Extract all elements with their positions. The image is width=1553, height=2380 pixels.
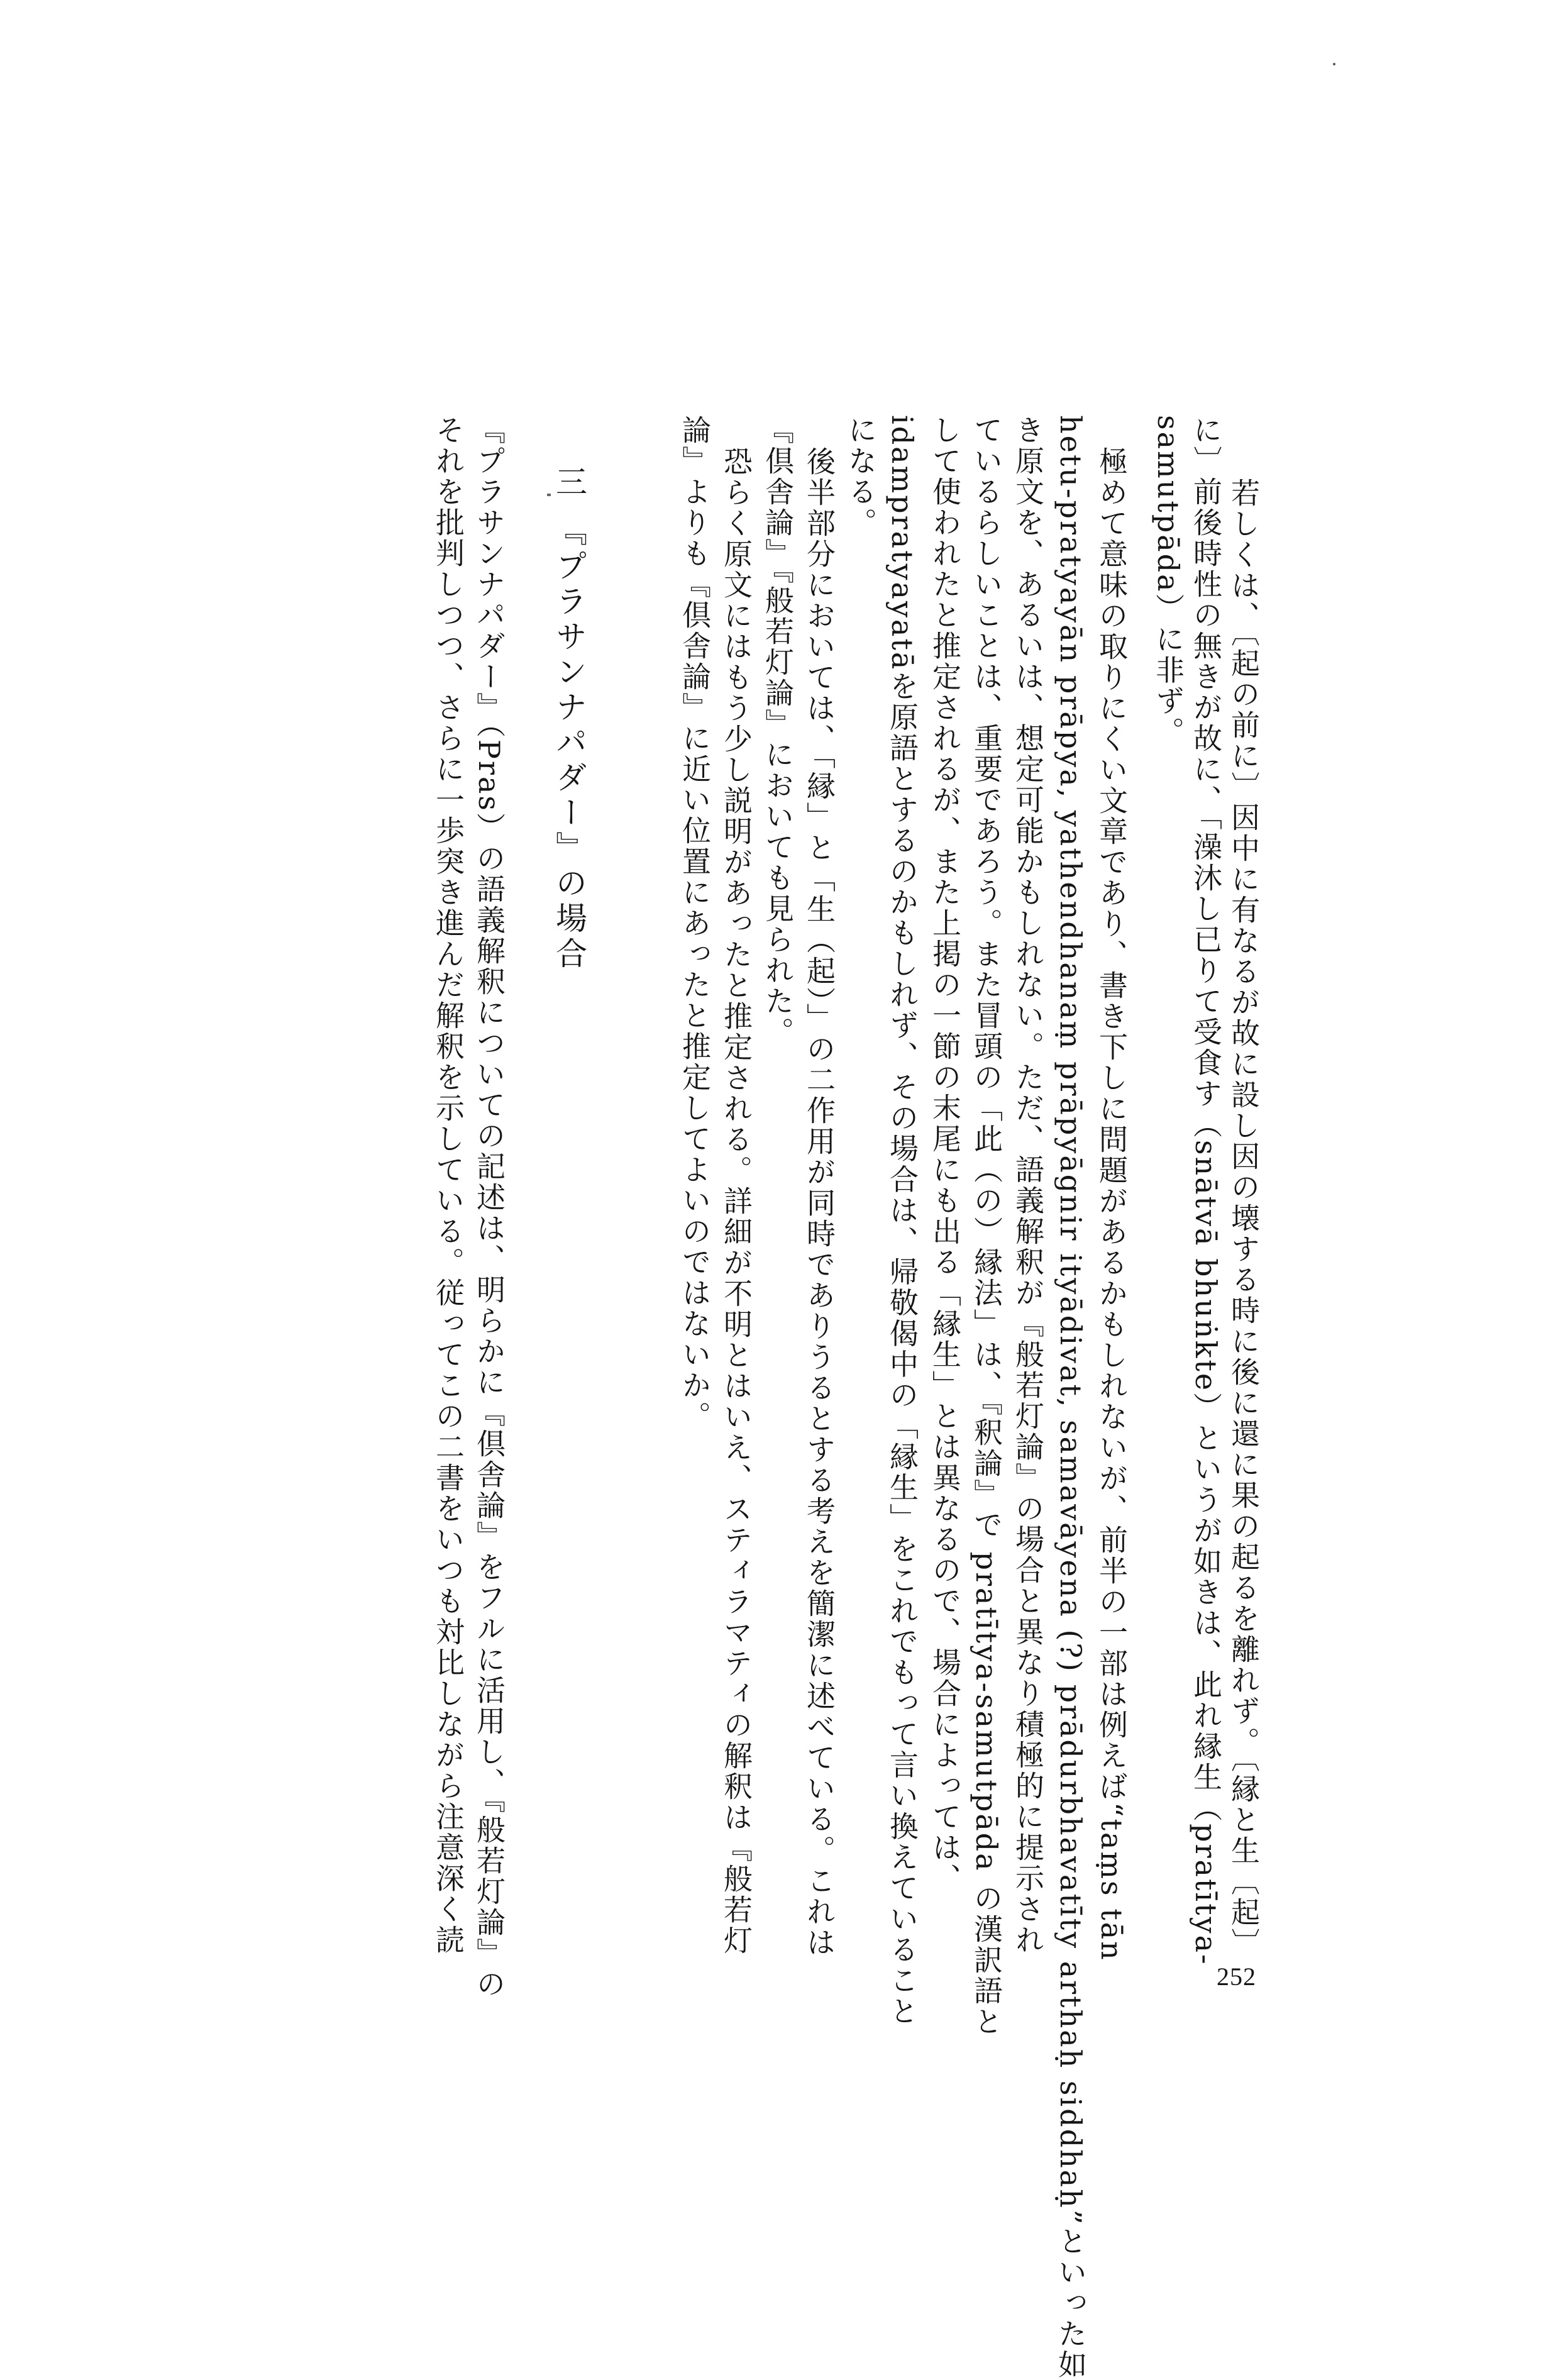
text-column-6: き原文を、あるいは、想定可能かもしれない。ただ、語義解釈が『般若灯論』の場合と異なり積極的に提示され [1011,415,1045,1956]
page-number: 252 [1217,1962,1256,1991]
text-column-12: 『倶舎論』『般若灯論』においても見られた。 [761,415,795,1048]
text-column-8: して使われたと推定されるが、また上掲の一節の末尾にも出る「縁生」とは異なるので、場合によっては、 [928,415,962,1894]
text-column-3: samutpāda）に非ず。 [1151,415,1185,748]
text-column-1: 若しくは、〔起の前に〕因中に有なるが故に設し因の壊する時に後に還に果の起るを離れず。〔縁と生〔起〕 [1227,478,1261,1959]
text-column-17: それを批判しつつ、さらに一歩突き進んだ解釈を示している。従ってこの二書をいつも対比しながら注意深く読 [431,415,465,1956]
text-column-5: hetu-pratyayān prāpya, yathendhanaṃ prāpyāgnir ityādivat, samavāyena (?) prādurbhavatīty arthaḥ siddhaḥ”といった如 [1054,415,1088,2380]
text-column-16: 『プラサンナパダー』（Pras）の語義解釈についての記述は、明らかに『倶舎論』をフルに活用し、『般若灯論』の [472,415,506,2000]
text-column-7: ているらしいことは、重要であろう。また冒頭の「此（の）縁法」は、『釈論』で pratītya-samutpāda の漢訳語と [970,415,1003,2038]
text-column-13: 恐らく原文にはもう少し説明があったと推定される。詳細が不明とはいえ、スティラマティの解釈は『般若灯 [719,446,753,1956]
text-column-10: になる。 [844,415,878,538]
section-heading: 三 『プラサンナパダー』の場合 [551,465,587,972]
text-column-2: に〕前後時性の無きが故に、「澡沐し已りて受食す（snātvā bhuṅkte）というが如きは、此れ縁生（pratītya- [1189,415,1223,1966]
text-column-4: 極めて意味の取りにくい文章であり、書き下しに問題があるかもしれないが、前半の一部は例えば“taṃs tān [1095,446,1129,1962]
text-column-9: idampratyayatāを原語とするのかもしれず、その場合は、帰敬偈中の「縁生」をこれでもって言い換えていること [885,415,919,2027]
text-column-14: 論』よりも『倶舎論』に近い位置にあったと推定してよいのではないか。 [678,415,712,1432]
text-column-11: 後半部分においては、「縁」と「生（起）」の二作用が同時でありうるとする考えを簡潔に述べている。これは [802,446,836,1958]
